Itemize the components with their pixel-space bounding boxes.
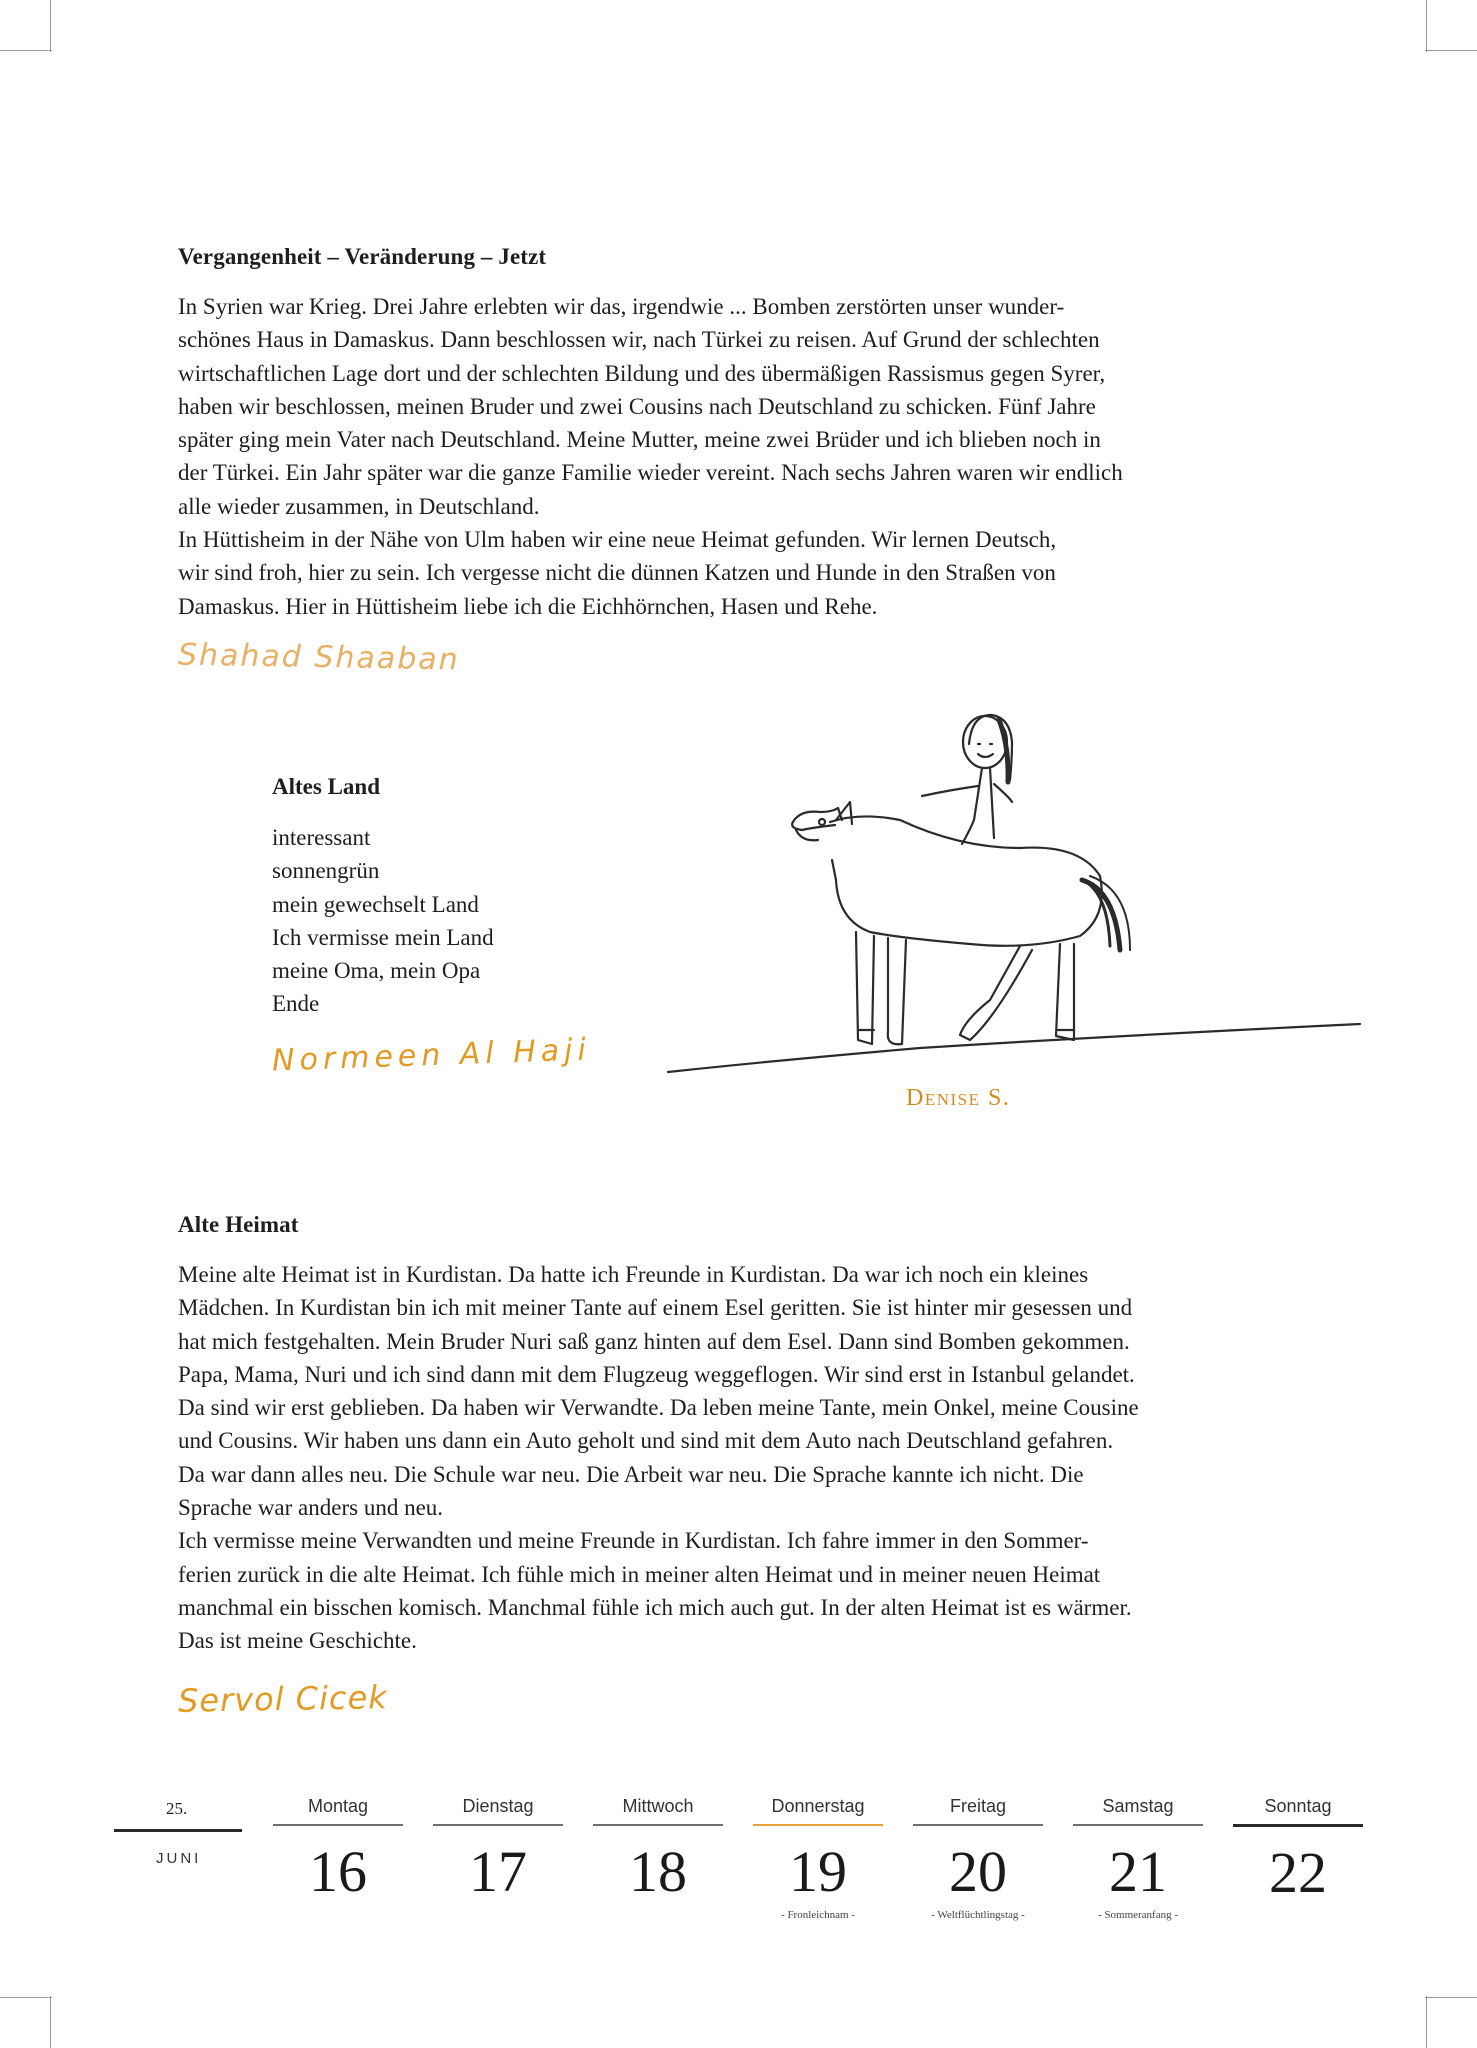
day-name: Dienstag bbox=[462, 1796, 534, 1816]
day-bar bbox=[1073, 1824, 1203, 1826]
day-bar-highlight bbox=[753, 1824, 883, 1826]
text-line: Papa, Mama, Nuri und ich sind dann mit dem Flugzeug weggeflogen. Wir sind erst in Istanbul gelandet. bbox=[178, 1361, 1135, 1387]
crop-mark bbox=[1426, 0, 1427, 52]
day-number: 22 bbox=[1269, 1840, 1327, 1905]
text-line: später ging mein Vater nach Deutschland. Meine Mutter, meine zwei Brüder und ich blieben noch in bbox=[178, 427, 1101, 453]
calendar-week-bar bbox=[114, 1829, 242, 1832]
poem-line: interessant bbox=[272, 825, 371, 850]
text-line: ferien zurück in die alte Heimat. Ich fühle mich in meiner alten Heimat und in meiner neuen Heimat bbox=[178, 1561, 1101, 1587]
day-name: Donnerstag bbox=[771, 1796, 865, 1816]
text-line: Das ist meine Geschichte. bbox=[178, 1628, 417, 1654]
calendar-day-thursday bbox=[753, 1796, 883, 1921]
story1-text bbox=[178, 290, 1328, 623]
story2-signature: Servol Cicek bbox=[177, 1678, 389, 1720]
poem-title: Altes Land bbox=[272, 774, 380, 799]
crop-mark bbox=[0, 1997, 52, 1998]
day-name: Sonntag bbox=[1264, 1796, 1332, 1816]
text-line: manchmal ein bisschen komisch. Manchmal fühle ich mich auch gut. In der alten Heimat ist es wärmer. bbox=[178, 1594, 1132, 1620]
day-number: 19 bbox=[789, 1839, 847, 1904]
day-bar bbox=[433, 1824, 563, 1826]
day-bar bbox=[593, 1824, 723, 1826]
crop-mark bbox=[50, 1996, 51, 2048]
day-number: 20 bbox=[949, 1839, 1007, 1904]
child-drawing bbox=[660, 700, 1370, 1110]
text-line: hat mich festgehalten. Mein Bruder Nuri saß ganz hinten auf dem Esel. Dann sind Bomben gekommen. bbox=[178, 1328, 1130, 1354]
poem-line: meine Oma, mein Opa bbox=[272, 958, 481, 984]
poem-signature: Normeen Al Haji bbox=[271, 1032, 592, 1079]
day-name: Freitag bbox=[949, 1796, 1007, 1816]
day-holiday: - Weltflüchtlingstag - bbox=[931, 1909, 1025, 1921]
text-line: Da war dann alles neu. Die Schule war neu. Die Arbeit war neu. Die Sprache kannte ich nicht. Die bbox=[178, 1461, 1084, 1487]
poem-line: sonnengrün bbox=[272, 858, 380, 884]
text-line: haben wir beschlossen, meinen Bruder und zwei Cousins nach Deutschland zu schicken. Fünf Jahre bbox=[178, 393, 1096, 419]
day-number: 18 bbox=[629, 1839, 687, 1904]
day-holiday: - Sommeranfang - bbox=[1097, 1909, 1179, 1921]
story1-title: Vergangenheit – Veränderung – Jetzt bbox=[178, 244, 547, 269]
crop-mark bbox=[0, 50, 52, 51]
calendar-day-friday bbox=[913, 1796, 1043, 1921]
story2-text bbox=[178, 1258, 1328, 1658]
story2-title: Alte Heimat bbox=[178, 1212, 299, 1237]
calendar-day-saturday bbox=[1073, 1796, 1203, 1921]
day-bar bbox=[273, 1824, 403, 1826]
text-line: Damaskus. Hier in Hüttisheim liebe ich die Eichhörnchen, Hasen und Rehe. bbox=[178, 593, 878, 619]
crop-mark bbox=[1425, 50, 1477, 51]
poem-line: Ende bbox=[272, 991, 320, 1017]
crop-mark bbox=[1426, 1996, 1427, 2048]
day-number: 16 bbox=[309, 1839, 367, 1904]
text-line: wirtschaftlichen Lage dort und der schlechten Bildung und des übermäßigen Rassismus gegen Syrer, bbox=[178, 360, 1106, 386]
day-name: Samstag bbox=[1102, 1796, 1174, 1816]
poem-line: mein gewechselt Land bbox=[272, 891, 479, 917]
calendar-month: JUNI bbox=[156, 1850, 202, 1867]
day-bar bbox=[913, 1824, 1043, 1826]
text-line: Mädchen. In Kurdistan bin ich mit meiner Tante auf einem Esel geritten. Sie ist hinter mir gesessen und bbox=[178, 1295, 1133, 1321]
crop-mark bbox=[50, 0, 51, 52]
day-number: 21 bbox=[1109, 1839, 1167, 1904]
calendar-day-monday bbox=[273, 1796, 403, 1904]
crop-mark bbox=[1425, 1997, 1477, 1998]
day-holiday: - Fronleichnam - bbox=[781, 1909, 855, 1921]
poem-line: Ich vermisse mein Land bbox=[272, 924, 494, 950]
day-number: 17 bbox=[469, 1839, 527, 1904]
day-name: Mittwoch bbox=[622, 1796, 694, 1816]
story1-signature: Shahad Shaaban bbox=[177, 637, 460, 678]
text-line: In Syrien war Krieg. Drei Jahre erlebten wir das, irgendwie ... Bomben zerstörten unser wunder- bbox=[178, 294, 1065, 319]
day-name: Montag bbox=[307, 1796, 369, 1816]
text-line: Ich vermisse meine Verwandten und meine Freunde in Kurdistan. Ich fahre immer in den Sommer- bbox=[178, 1528, 1089, 1554]
text-line: Sprache war anders und neu. bbox=[178, 1495, 444, 1521]
text-line: Da sind wir erst geblieben. Da haben wir Verwandte. Da leben meine Tante, mein Onkel, meine Cousine bbox=[178, 1395, 1139, 1421]
poem-text bbox=[272, 821, 494, 1021]
text-line: alle wieder zusammen, in Deutschland. bbox=[178, 493, 540, 519]
calendar-day-tuesday bbox=[433, 1796, 563, 1904]
text-line: der Türkei. Ein Jahr später war die ganze Familie wieder vereint. Nach sechs Jahren waren wir endlich bbox=[178, 460, 1123, 486]
calendar-week-number: 25. bbox=[166, 1799, 188, 1818]
drawing-credit: Denise S. bbox=[906, 1085, 1011, 1111]
text-line: In Hüttisheim in der Nähe von Ulm haben wir eine neue Heimat gefunden. Wir lernen Deutsch, bbox=[178, 527, 1057, 553]
text-line: schönes Haus in Damaskus. Dann beschlossen wir, nach Türkei zu reisen. Auf Grund der schlechten bbox=[178, 327, 1100, 353]
text-line: wir sind froh, hier zu sein. Ich vergesse nicht die dünnen Katzen und Hunde in den Straßen von bbox=[178, 560, 1056, 586]
calendar-day-sunday bbox=[1233, 1796, 1363, 1905]
calendar-day-wednesday bbox=[593, 1796, 723, 1904]
text-line: und Cousins. Wir haben uns dann ein Auto geholt und sind mit dem Auto nach Deutschland gefahren. bbox=[178, 1428, 1114, 1454]
day-bar bbox=[1233, 1824, 1363, 1827]
text-line: Meine alte Heimat ist in Kurdistan. Da hatte ich Freunde in Kurdistan. Da war ich noch ein kleines bbox=[178, 1262, 1089, 1287]
